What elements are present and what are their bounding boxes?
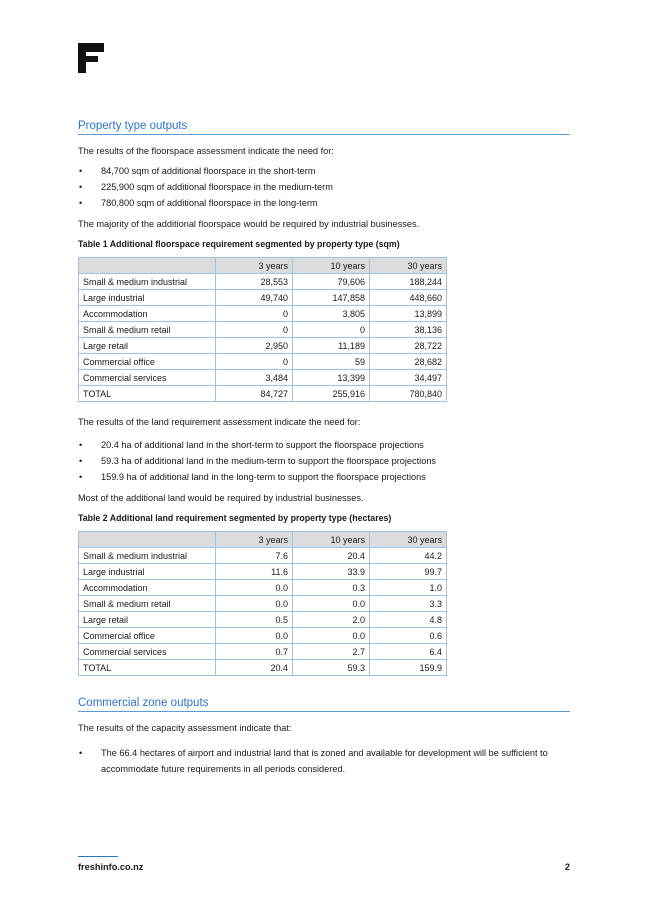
floorspace-table [78, 257, 447, 402]
table-cell: 0.3 [293, 580, 370, 596]
table-row [79, 596, 447, 612]
table-cell: 28,722 [370, 338, 447, 354]
table-cell: 28,682 [370, 354, 447, 370]
table-cell: 79,606 [293, 274, 370, 290]
row-label: Small & medium industrial [79, 548, 216, 564]
table-cell: 59.3 [293, 660, 370, 676]
table-row [79, 290, 447, 306]
table-cell: 1.0 [370, 580, 447, 596]
table-row [79, 564, 447, 580]
table-cell: 0.0 [216, 580, 293, 596]
floorspace-intro: The results of the floorspace assessment indicate the need for: [78, 146, 334, 156]
table-row [79, 354, 447, 370]
row-label: Large industrial [79, 564, 216, 580]
table-row [79, 322, 447, 338]
list-item: • The 66.4 hectares of airport and industrial land that is zoned and available for development will be sufficient to accommodate future requirements in all periods considered. [78, 745, 570, 777]
list-item: • 59.3 ha of additional land in the medium-term to support the floorspace projections [78, 455, 570, 467]
table-cell: 0.6 [370, 628, 447, 644]
list-item: • 159.9 ha of additional land in the long-term to support the floorspace projections [78, 471, 570, 483]
table-cell: 0.0 [216, 628, 293, 644]
table-cell: 3,484 [216, 370, 293, 386]
column-header: 3 years [216, 258, 293, 274]
table-row [79, 386, 447, 402]
land-bullet-list [78, 439, 570, 483]
land-intro: The results of the land requirement assessment indicate the need for: [78, 417, 361, 427]
table-header-row [79, 258, 447, 274]
table-cell: 188,244 [370, 274, 447, 290]
row-label: Commercial services [79, 644, 216, 660]
table1-caption: Table 1 Additional floorspace requirement segmented by property type (sqm) [78, 239, 400, 249]
table-cell: 255,916 [293, 386, 370, 402]
table-cell: 34,497 [370, 370, 447, 386]
row-label: Large retail [79, 338, 216, 354]
table-cell: 0.5 [216, 612, 293, 628]
table-cell: 159.9 [370, 660, 447, 676]
table-cell: 2.0 [293, 612, 370, 628]
land-summary: Most of the additional land would be required by industrial businesses. [78, 493, 364, 503]
table-cell: 0 [216, 354, 293, 370]
row-label: Small & medium retail [79, 596, 216, 612]
row-label: Accommodation [79, 580, 216, 596]
section-heading-commercial-zone: Commercial zone outputs [78, 697, 570, 712]
table-cell: 20.4 [293, 548, 370, 564]
table-row [79, 644, 447, 660]
table-cell: 0.7 [216, 644, 293, 660]
footer-url: freshinfo.co.nz [78, 862, 144, 872]
list-item: • 20.4 ha of additional land in the short-term to support the floorspace projections [78, 439, 570, 451]
table-row [79, 548, 447, 564]
table-row [79, 370, 447, 386]
table-cell: 7.6 [216, 548, 293, 564]
row-label: Large retail [79, 612, 216, 628]
table-cell: 0.0 [216, 596, 293, 612]
table-cell: 28,553 [216, 274, 293, 290]
list-item: • 225,900 sqm of additional floorspace in the medium-term [78, 181, 570, 193]
table-row [79, 612, 447, 628]
table-cell: 147,858 [293, 290, 370, 306]
table-corner-cell [79, 532, 216, 548]
table-cell: 3.3 [370, 596, 447, 612]
row-label: Commercial office [79, 354, 216, 370]
table-cell: 6.4 [370, 644, 447, 660]
table2-caption: Table 2 Additional land requirement segmented by property type (hectares) [78, 513, 392, 523]
row-label: TOTAL [79, 386, 216, 402]
table-row [79, 628, 447, 644]
table-cell: 13,399 [293, 370, 370, 386]
footer-divider [78, 856, 118, 857]
floorspace-bullet-list [78, 165, 570, 209]
list-item: • 780,800 sqm of additional floorspace in the long-term [78, 197, 570, 209]
table2-body [79, 548, 447, 676]
table-cell: 0.0 [293, 628, 370, 644]
table-cell: 33.9 [293, 564, 370, 580]
row-label: Accommodation [79, 306, 216, 322]
table-row [79, 580, 447, 596]
table-row [79, 274, 447, 290]
table-cell: 59 [293, 354, 370, 370]
table-row [79, 306, 447, 322]
table-cell: 3,805 [293, 306, 370, 322]
table-cell: 38,136 [370, 322, 447, 338]
table-row [79, 660, 447, 676]
table-cell: 49,740 [216, 290, 293, 306]
table-cell: 0 [293, 322, 370, 338]
row-label: TOTAL [79, 660, 216, 676]
row-label: Small & medium industrial [79, 274, 216, 290]
table-cell: 0 [216, 306, 293, 322]
table-cell: 99.7 [370, 564, 447, 580]
column-header: 30 years [370, 258, 447, 274]
table-cell: 780,840 [370, 386, 447, 402]
table-row [79, 338, 447, 354]
table-cell: 4.8 [370, 612, 447, 628]
table-cell: 44.2 [370, 548, 447, 564]
column-header: 10 years [293, 258, 370, 274]
capacity-bullet-list [78, 745, 570, 777]
table-cell: 448,660 [370, 290, 447, 306]
table-cell: 84,727 [216, 386, 293, 402]
row-label: Commercial services [79, 370, 216, 386]
column-header: 30 years [370, 532, 447, 548]
row-label: Small & medium retail [79, 322, 216, 338]
capacity-intro: The results of the capacity assessment indicate that: [78, 723, 292, 733]
brand-logo-icon [78, 43, 104, 73]
table-cell: 0 [216, 322, 293, 338]
page-number: 2 [564, 862, 570, 872]
column-header: 10 years [293, 532, 370, 548]
table-cell: 11,189 [293, 338, 370, 354]
row-label: Commercial office [79, 628, 216, 644]
table-cell: 20.4 [216, 660, 293, 676]
list-item: • 84,700 sqm of additional floorspace in the short-term [78, 165, 570, 177]
column-header: 3 years [216, 532, 293, 548]
table-cell: 2,950 [216, 338, 293, 354]
land-table [78, 531, 447, 676]
row-label: Large industrial [79, 290, 216, 306]
table-cell: 2.7 [293, 644, 370, 660]
table-corner-cell [79, 258, 216, 274]
section-heading-property-type: Property type outputs [78, 120, 570, 135]
table-cell: 11.6 [216, 564, 293, 580]
table-cell: 13,899 [370, 306, 447, 322]
floorspace-summary: The majority of the additional floorspace would be required by industrial businesses. [78, 219, 420, 229]
table-header-row [79, 532, 447, 548]
table1-body [79, 274, 447, 402]
page-content [78, 120, 570, 777]
table-cell: 0.0 [293, 596, 370, 612]
